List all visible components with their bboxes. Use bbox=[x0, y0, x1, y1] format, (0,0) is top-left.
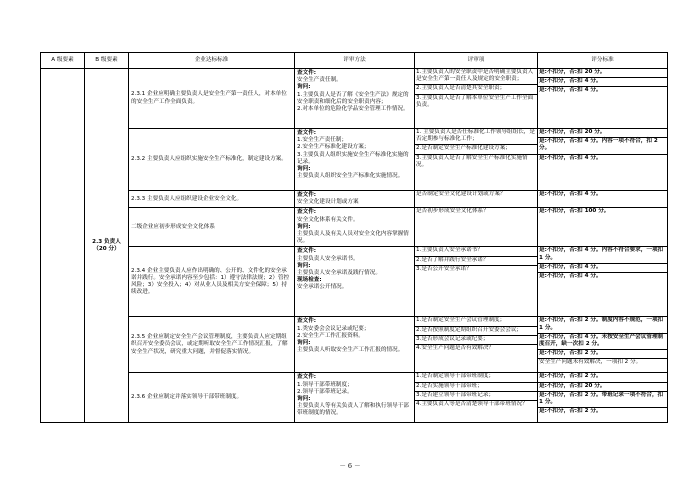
score-cell bbox=[538, 129, 668, 191]
header-b: B 级要素 bbox=[85, 53, 129, 69]
method-cell bbox=[295, 373, 415, 423]
method-line: 安全文化建设计划或方案 bbox=[297, 199, 359, 206]
item-entry: 1. 主要负责人是否任标准化工作领导组组长，是否定期参与标准化工作； bbox=[415, 129, 537, 145]
standard-cell: 2.3.5 企业应制定安全生产会议管理制度，主要负责人应定期组织召开安全委员会议，或定期听取安全生产工作情况汇报，了解安全生产状况，研究重大问题，并督促落实情况。 bbox=[129, 317, 295, 373]
item-entry: 3.是否公开安全承诺？ bbox=[416, 265, 472, 272]
header-standard: 企业达标标准 bbox=[129, 53, 295, 69]
method-line: 2.安全生产工作汇报资料。 bbox=[297, 332, 364, 339]
item-entry: 1.是否制定安全生产会议管理制度； bbox=[415, 317, 537, 326]
a-element-cell bbox=[41, 69, 85, 423]
method-cell bbox=[295, 208, 415, 247]
item-entry: 2.是否实施领导干部带班； bbox=[415, 383, 537, 392]
method-line: 主要负责人等有关负责人了解和执行领导干部带班制度的情况。 bbox=[297, 403, 409, 417]
method-line: 1.类安委会会议记录或纪要； bbox=[297, 325, 370, 332]
method-line: 主要负责人听取安全生产工作汇报的情况。 bbox=[297, 347, 404, 354]
method-line: 查文件: bbox=[297, 318, 317, 325]
score-entry: 安全生产问题未有效解决，一项扣 2 分。 bbox=[539, 359, 642, 366]
evaluation-table bbox=[40, 52, 668, 423]
method-line: 1.领导干部带班制度； bbox=[297, 381, 353, 388]
item-entry: 3.主要负责人是否了解安全生产标准化实施情况。 bbox=[416, 154, 528, 168]
score-entry: 是:不扣分，否:扣 20 分。 bbox=[538, 129, 667, 138]
method-line: 查文件: bbox=[297, 248, 317, 255]
item-entry: 4.安全生产问题是否有效解决？ bbox=[416, 345, 495, 352]
method-cell bbox=[295, 247, 415, 317]
table-row bbox=[41, 247, 668, 317]
score-cell bbox=[538, 373, 668, 423]
method-line: 查文件: bbox=[297, 374, 317, 381]
item-entry: 是否初步形成安全文化体系？ bbox=[416, 208, 489, 215]
method-line: 主要负责人安全承诺及践行情况。 bbox=[297, 270, 381, 277]
table-row bbox=[41, 129, 668, 191]
score-entry: 是:不扣分，否:扣 20 分。 bbox=[538, 383, 667, 392]
item-entry: 3.是否形成会议记录或纪要； bbox=[415, 336, 537, 345]
item-entry: 2.主要负责人是否清楚其安全职责； bbox=[415, 85, 537, 94]
method-line: 主要负责人组织安全生产标准化实施情况。 bbox=[297, 173, 404, 180]
score-entry: 是:不扣分，否:扣 2 分。 bbox=[538, 373, 667, 382]
method-line: 主要负责人安全承诺书。 bbox=[297, 255, 359, 262]
method-line: 2.安全生产标准化建设方案； bbox=[297, 144, 370, 151]
b-element-cell: 2.3 负责人（20 分） bbox=[85, 69, 129, 423]
standard-cell: 2.3.1 企业应明确主要负责人是安全生产第一责任人，对本单位的安全生产工作全面负责。 bbox=[129, 69, 295, 129]
header-item: 评审项 bbox=[415, 53, 538, 69]
standard-cell: 二级企业应初步形成安全文化体系 bbox=[129, 208, 295, 247]
item-entry: 2.是否了解并践行安全承诺？ bbox=[415, 257, 537, 266]
score-cell bbox=[538, 191, 668, 208]
score-entry: 是:不扣分，否:扣 4 分。未按安全生产会议管理制度召开，缺一次扣 2 分。 bbox=[538, 334, 667, 350]
method-line: 安全生产责任制。 bbox=[297, 77, 342, 84]
score-entry: 是:不扣分，否:扣 4 分。 bbox=[539, 273, 602, 280]
header-score: 评分标准 bbox=[538, 53, 668, 69]
table-row bbox=[41, 191, 668, 208]
method-line: 1.安全生产责任制； bbox=[297, 137, 348, 144]
item-cell bbox=[415, 247, 538, 317]
score-entry: 是:不扣分，否:扣 4 分。 bbox=[538, 78, 667, 87]
item-entry: 1.主要负责人的安全职责中是否明确主要负责人是安全生产第一责任人及规定的安全职责； bbox=[415, 69, 537, 85]
item-entry: 1.是否制定领导干部带班制度； bbox=[415, 373, 537, 382]
item-cell bbox=[415, 208, 538, 247]
method-line: 查文件: bbox=[297, 209, 317, 216]
method-line: 询问: bbox=[297, 223, 311, 230]
score-cell bbox=[538, 247, 668, 317]
table-row bbox=[41, 317, 668, 373]
item-cell bbox=[415, 373, 538, 423]
score-entry: 是:不扣分，否:扣 100 分。 bbox=[539, 208, 610, 215]
method-line: 查文件: bbox=[297, 70, 317, 76]
method-line: 询问: bbox=[297, 262, 311, 269]
standard-cell: 2.3.3 主要负责人应组织建设企业安全文化。 bbox=[129, 191, 295, 208]
score-entry: 是:不扣分，否:扣 2 分。 bbox=[539, 408, 602, 415]
score-entry: 是:不扣分，否:扣 2 分。带班记录一项不符合，扣 1 分。 bbox=[538, 392, 667, 408]
page-number: － 6 － bbox=[339, 462, 361, 470]
method-line: 安全文化体系有关文件。 bbox=[297, 216, 359, 223]
method-line: 现场检查: bbox=[297, 277, 322, 284]
score-entry: 是:不扣分，否:扣 2 分。制度内容不规范，一项扣 1 分。 bbox=[538, 317, 667, 333]
table-row bbox=[41, 69, 668, 129]
method-cell bbox=[295, 317, 415, 373]
method-line: 查文件: bbox=[297, 192, 317, 198]
standard-cell: 2.3.2 主要负责人应组织实施安全生产标准化，制定建设方案。 bbox=[129, 129, 295, 191]
method-line: 询问: bbox=[297, 396, 311, 403]
method-line: 询问: bbox=[297, 340, 311, 347]
header-method: 评审方法 bbox=[295, 53, 415, 69]
score-entry: 是:不扣分，否:扣 4 分。 bbox=[538, 264, 667, 273]
header-row bbox=[41, 53, 668, 69]
table-row bbox=[41, 373, 668, 423]
method-line: 询问: bbox=[297, 166, 311, 173]
method-cell bbox=[295, 191, 415, 208]
method-cell bbox=[295, 69, 415, 129]
standard-cell: 2.3.4 企业主要负责人应作出明确的、公开的、文件化的安全承诺并践行。安全承诺内容至少包括：1）遵守法律法规；2）管控风险；3）安全投入；4）对从业人员及相关方安全保障；5）持续改进。 bbox=[129, 247, 295, 317]
item-entry: 3.主要负责人是否了解本单位安全生产工作全面负责。 bbox=[416, 94, 534, 108]
score-cell bbox=[538, 69, 668, 129]
method-cell bbox=[295, 129, 415, 191]
score-entry: 是:不扣分，否:扣 4 分。 bbox=[539, 154, 602, 161]
table-row bbox=[41, 208, 668, 247]
method-line: 3.主要负责人组织实施安全生产标准化实施的记录。 bbox=[297, 151, 409, 165]
method-line: 安全承诺公开情况。 bbox=[297, 284, 348, 291]
document-page bbox=[40, 52, 667, 423]
item-cell bbox=[415, 317, 538, 373]
score-entry: 是:不扣分，否:扣 20 分。 bbox=[538, 69, 667, 78]
item-entry: 3.是否建立领导干部带班记录； bbox=[415, 392, 537, 401]
method-line: 询问: bbox=[297, 84, 311, 91]
item-entry: 2.是否制定安全生产标准化建设方案； bbox=[415, 145, 537, 154]
score-entry: 是:不扣分，否:扣 4 分。 bbox=[539, 191, 602, 197]
score-entry: 是:不扣分，否:扣 4 分。内容一项不符合，扣 2 分。 bbox=[538, 138, 667, 154]
standard-cell: 2.3.6 企业应制定并落实领导干部带班制度。 bbox=[129, 373, 295, 423]
item-cell bbox=[415, 191, 538, 208]
score-entry: 是:不扣分，否:扣 2 分。 bbox=[538, 350, 667, 359]
method-line: 主要负责人及有关人员对安全文化内容掌握情况。 bbox=[297, 231, 409, 245]
item-entry: 4.主要负责人等是否清楚领导干部带班情况？ bbox=[416, 401, 528, 408]
method-line: 1.主要负责人是否了解《安全生产法》规定的安全职责和细化后的安全职责内容； bbox=[297, 91, 409, 105]
method-line: 查文件: bbox=[297, 130, 317, 136]
item-cell bbox=[415, 129, 538, 191]
item-entry: 2.是否按照制度定期组织召开安委会会议； bbox=[415, 327, 537, 336]
score-cell bbox=[538, 208, 668, 247]
score-cell bbox=[538, 317, 668, 373]
score-entry: 是:不扣分，否:扣 4 分。 bbox=[539, 87, 602, 94]
score-entry: 是:不扣分，否:扣 4 分。内容不符合要求，一项扣 1 分。 bbox=[538, 247, 667, 263]
method-line: 2.领导干部带班记录。 bbox=[297, 388, 353, 395]
method-line: 2.对本单位的危险化学品安全管理工作情况。 bbox=[297, 106, 409, 113]
item-entry: 1.主要负责人安全承诺书？ bbox=[415, 247, 537, 256]
item-entry: 是否制定安全文化建设计划或方案？ bbox=[416, 191, 506, 197]
item-cell bbox=[415, 69, 538, 129]
header-a: A 级要素 bbox=[41, 53, 85, 69]
